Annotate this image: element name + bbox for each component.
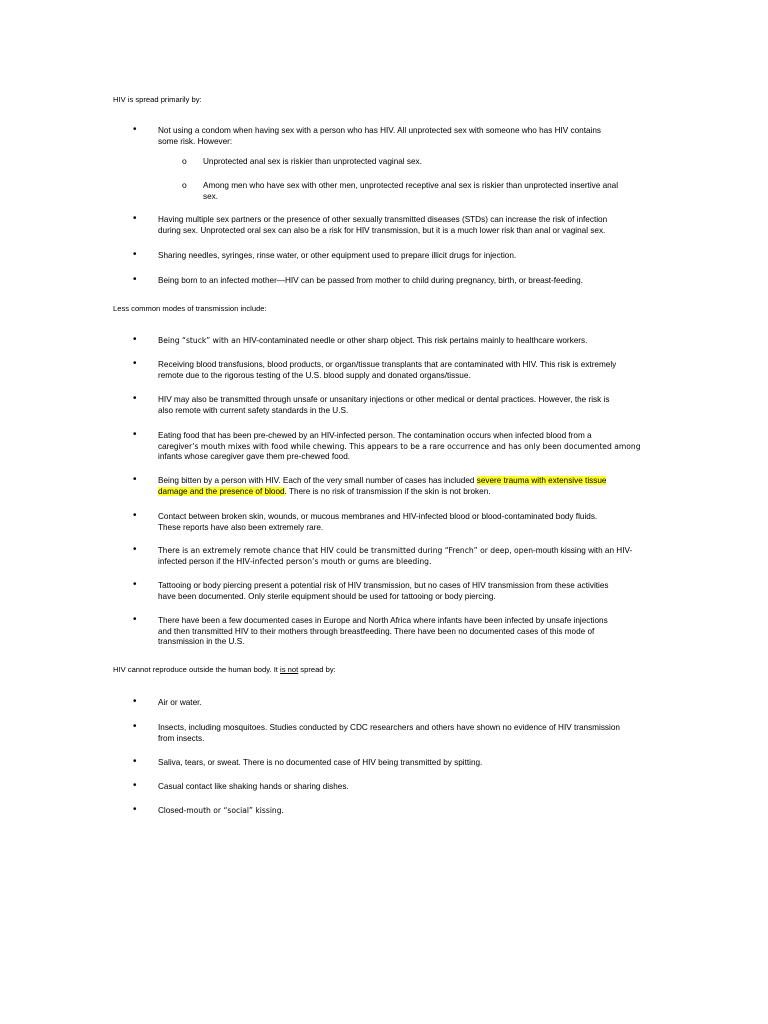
bullet: • xyxy=(133,334,137,345)
bullet: • xyxy=(133,358,137,369)
highlight: severe trauma with extensive tissue xyxy=(476,476,607,485)
list-item: HIV may also be transmitted through unsafe or unsanitary injections or other medical or dental practices. However, the risk is also remote with current safety standards in the U.S. xyxy=(158,395,610,415)
bullet: • xyxy=(133,124,137,135)
list-item: Insects, including mosquitoes. Studies conducted by CDC researchers and others have shown no evidence of HIV transmission from insects. xyxy=(158,723,620,743)
list-item: Contact between broken skin, wounds, or mucous membranes and HIV-infected blood or blood-contaminated body fluids. These reports have also been extremely rare. xyxy=(158,512,598,532)
list-item: Not using a condom when having sex with a person who has HIV. All unprotected sex with someone who has HIV contains some risk. However: xyxy=(158,126,601,146)
list-item: Receiving blood transfusions, blood products, or organ/tissue transplants that are contaminated with HIV. This risk is extremely remote due to the rigorous testing of the U.S. blood supply and donated organs/tissue. xyxy=(158,360,617,380)
bullet: • xyxy=(133,614,137,625)
list-item: Having multiple sex partners or the presence of other sexually transmitted diseases (STDs) can increase the risk of infection during sex. Unprotected oral sex can also be a risk for HIV transmission, but it is a much lower risk than anal or vaginal sex. xyxy=(158,215,608,235)
list-item: Casual contact like shaking hands or sharing dishes. xyxy=(158,782,349,791)
sub-list-item: Among men who have sex with other men, unprotected receptive anal sex is riskier than unprotected insertive anal sex. xyxy=(203,181,619,201)
bullet: • xyxy=(133,721,137,732)
list-item: Closed-mouth or “social” kissing. xyxy=(158,806,284,815)
bullet: • xyxy=(133,579,137,590)
section-heading-less-common: Less common modes of transmission include: xyxy=(113,304,267,313)
list-item: There have been a few documented cases in Europe and North Africa where infants have been infected by unsafe injections and then transmitted HIV to their mothers through breastfeeding. There have been no documented cases of this mode of transmission in the U.S. xyxy=(158,616,608,646)
bullet: • xyxy=(133,696,137,707)
list-item: Being “stuck” with an HIV-contaminated needle or other sharp object. This risk pertains mainly to healthcare workers. xyxy=(158,336,588,345)
bullet: • xyxy=(133,510,137,521)
bullet: • xyxy=(133,474,137,485)
sub-bullet: o xyxy=(182,156,187,166)
list-item: Eating food that has been pre-chewed by an HIV-infected person. The contamination occurs when infected blood from a caregiver’s mouth mixes with food while chewing. This appears to be a rare occurrence and has only been documented among infants whose caregiver gave them pre-chewed food. xyxy=(158,431,641,461)
bullet: • xyxy=(133,393,137,404)
bullet: • xyxy=(133,249,137,260)
bullet: • xyxy=(133,756,137,767)
bullet: • xyxy=(133,213,137,224)
section-heading-not-spread: HIV cannot reproduce outside the human body. It is not spread by: xyxy=(113,665,336,674)
list-item: Sharing needles, syringes, rinse water, or other equipment used to prepare illicit drugs for injection. xyxy=(158,251,517,260)
list-item: Tattooing or body piercing present a potential risk of HIV transmission, but no cases of HIV transmission from these activities have been documented. Only sterile equipment should be used for tattooing or body piercing. xyxy=(158,581,609,601)
bullet: • xyxy=(133,544,137,555)
list-item: Being born to an infected mother—HIV can be passed from mother to child during pregnancy, birth, or breast-feeding. xyxy=(158,276,583,285)
list-item: There is an extremely remote chance that HIV could be transmitted during “French” or deep, open-mouth kissing with an HIV- infected person if the HIV-infected person’s mouth or gums are bleeding. xyxy=(158,546,633,566)
section-heading-spread: HIV is spread primarily by: xyxy=(113,95,202,104)
list-item: Saliva, tears, or sweat. There is no documented case of HIV being transmitted by spitting. xyxy=(158,758,483,767)
highlight: damage and the presence of blood xyxy=(158,486,285,496)
bullet: • xyxy=(133,780,137,791)
bullet: • xyxy=(133,429,137,440)
list-item: Being bitten by a person with HIV. Each of the very small number of cases has included severe trauma with extensive tissue damage and the presence of blood. There is no risk of transmission if the skin is not broken. xyxy=(158,476,607,496)
sub-list-item: Unprotected anal sex is riskier than unprotected vaginal sex. xyxy=(203,157,422,166)
bullet: • xyxy=(133,274,137,285)
list-item: Air or water. xyxy=(158,698,202,707)
bullet: • xyxy=(133,804,137,815)
sub-bullet: o xyxy=(182,180,187,190)
